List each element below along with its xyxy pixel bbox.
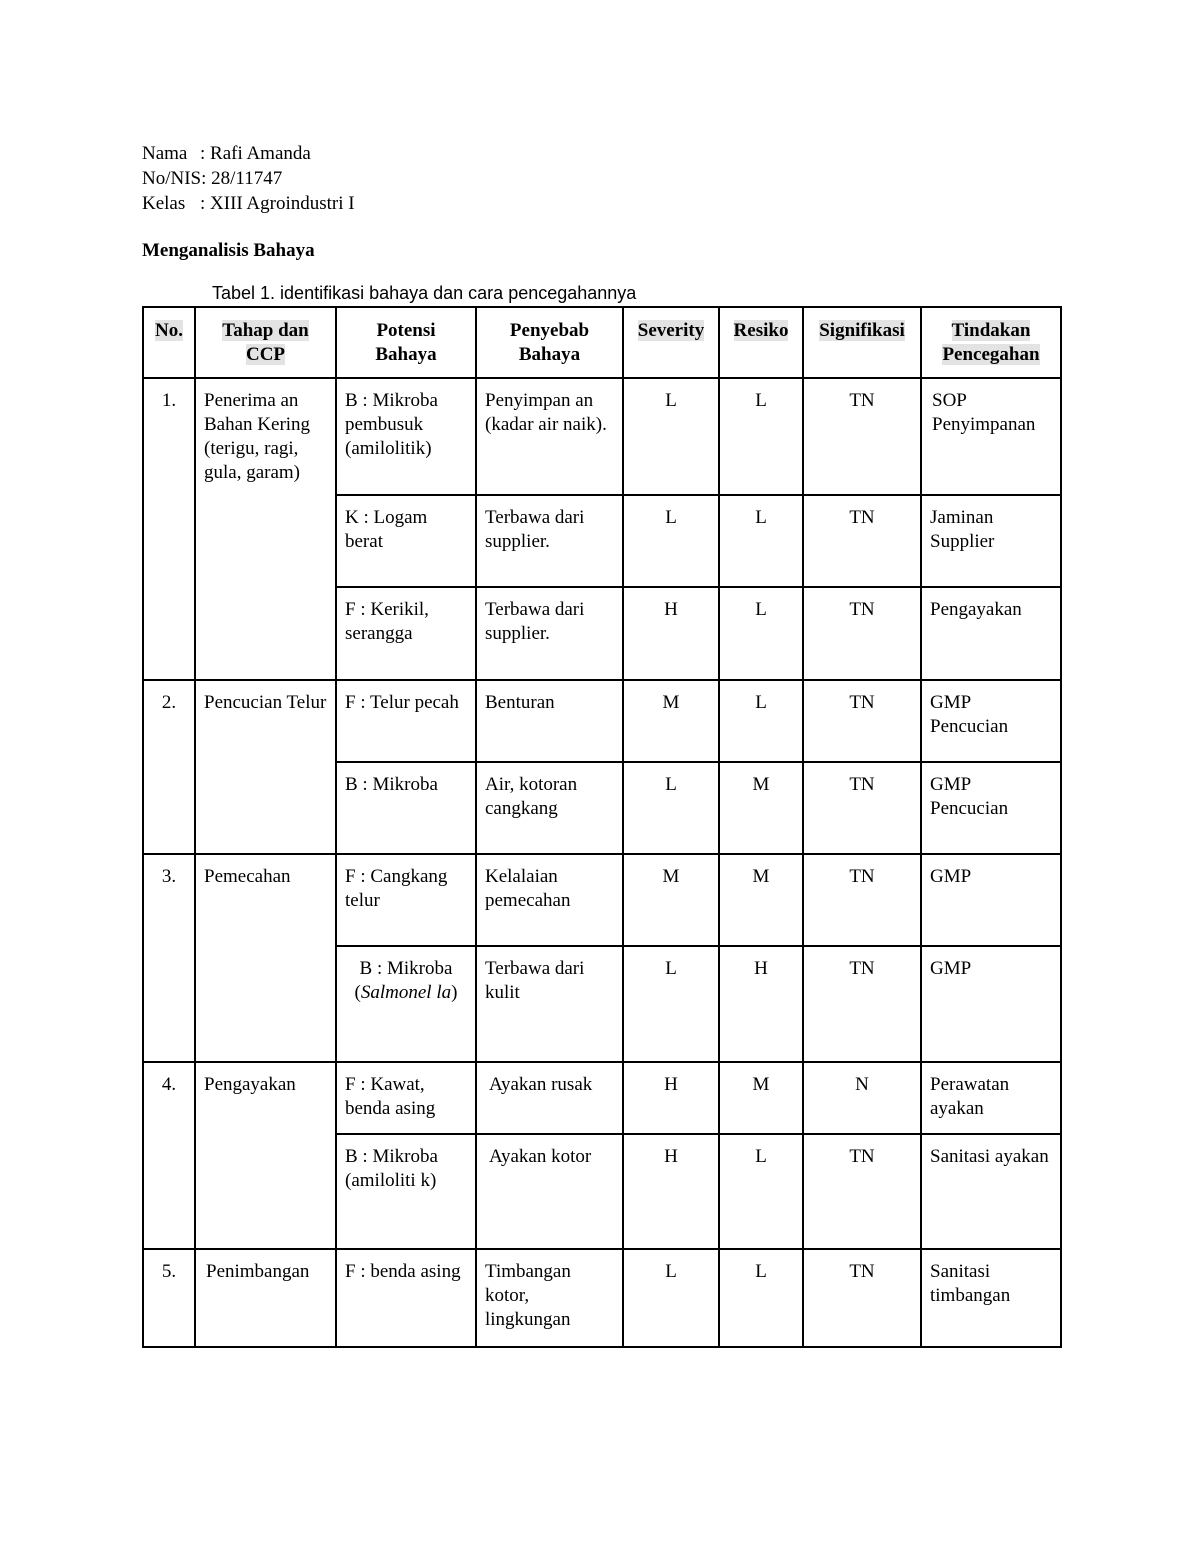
cell-severity: L <box>623 762 719 854</box>
cell-signifikasi: TN <box>803 1134 921 1249</box>
nis-row <box>142 166 355 191</box>
table-header-row <box>143 307 1061 378</box>
cell-penyebab: Terbawa dari kulit <box>476 946 623 1062</box>
cell-penyebab: Terbawa dari supplier. <box>476 495 623 587</box>
cell-signifikasi: TN <box>803 680 921 762</box>
cell-resiko: L <box>719 1134 803 1249</box>
cell-penyebab: Terbawa dari supplier. <box>476 587 623 680</box>
kelas-row <box>142 191 355 216</box>
cell-no: 1. <box>143 378 195 680</box>
cell-tindakan: GMP Pencucian <box>921 762 1061 854</box>
cell-penyebab: Benturan <box>476 680 623 762</box>
cell-penyebab: Kelalaian pemecahan <box>476 854 623 946</box>
cell-tindakan: GMP <box>921 946 1061 1062</box>
cell-tindakan: Sanitasi timbangan <box>921 1249 1061 1347</box>
kelas-label: Kelas <box>142 193 186 214</box>
cell-resiko: M <box>719 762 803 854</box>
table-row <box>143 378 1061 495</box>
cell-severity: H <box>623 1134 719 1249</box>
cell-signifikasi: TN <box>803 946 921 1062</box>
table-caption: Tabel 1. identifikasi bahaya dan cara pencegahannya <box>212 283 637 303</box>
cell-penyebab: Air, kotoran cangkang <box>476 762 623 854</box>
hazard-table <box>142 306 1062 1348</box>
cell-penyebab: Ayakan kotor <box>476 1134 623 1249</box>
cell-tindakan: Pengayakan <box>921 587 1061 680</box>
cell-tindakan: Jaminan Supplier <box>921 495 1061 587</box>
cell-signifikasi: TN <box>803 854 921 946</box>
cell-resiko: L <box>719 378 803 495</box>
cell-step: Pencucian Telur <box>195 680 336 854</box>
nama-value: : Rafi Amanda <box>200 143 311 164</box>
student-info <box>142 141 355 216</box>
cell-resiko: L <box>719 587 803 680</box>
cell-tindakan: SOP Penyimpanan <box>921 378 1061 495</box>
table-row <box>143 854 1061 946</box>
cell-potensi: F : Kawat, benda asing <box>336 1062 476 1134</box>
cell-resiko: L <box>719 680 803 762</box>
header-tindakan: Tindakan Pencegahan <box>921 307 1061 378</box>
cell-no: 5. <box>143 1249 195 1347</box>
cell-signifikasi: N <box>803 1062 921 1134</box>
cell-potensi: F : Cangkang telur <box>336 854 476 946</box>
cell-severity: L <box>623 378 719 495</box>
cell-severity: M <box>623 854 719 946</box>
cell-tindakan: Sanitasi ayakan <box>921 1134 1061 1249</box>
table-row <box>143 680 1061 762</box>
header-resiko: Resiko <box>719 307 803 378</box>
cell-potensi: F : benda asing <box>336 1249 476 1347</box>
header-penyebab: Penyebab Bahaya <box>476 307 623 378</box>
cell-step: Pemecahan <box>195 854 336 1062</box>
section-heading: Menganalisis Bahaya <box>142 240 315 261</box>
table-row <box>143 1249 1061 1347</box>
cell-severity: M <box>623 680 719 762</box>
nama-label: Nama <box>142 143 188 164</box>
kelas-value: : XIII Agroindustri I <box>200 193 355 214</box>
cell-step: Penerima an Bahan Kering (terigu, ragi, gula, garam) <box>195 378 336 680</box>
cell-tindakan: Perawatan ayakan <box>921 1062 1061 1134</box>
cell-potensi: K : Logam berat <box>336 495 476 587</box>
cell-potensi: B : Mikroba (Salmonel la) <box>336 946 476 1062</box>
cell-severity: H <box>623 1062 719 1134</box>
cell-severity: H <box>623 587 719 680</box>
cell-no: 2. <box>143 680 195 854</box>
cell-potensi: B : Mikroba pembusuk (amilolitik) <box>336 378 476 495</box>
header-severity: Severity <box>623 307 719 378</box>
table-row <box>143 1062 1061 1134</box>
cell-signifikasi: TN <box>803 762 921 854</box>
nama-row <box>142 141 355 166</box>
cell-signifikasi: TN <box>803 495 921 587</box>
header-tahap: Tahap dan CCP <box>195 307 336 378</box>
nis-value: : 28/11747 <box>201 168 283 189</box>
cell-resiko: L <box>719 1249 803 1347</box>
header-signifikasi: Signifikasi <box>803 307 921 378</box>
cell-potensi: F : Telur pecah <box>336 680 476 762</box>
cell-no: 3. <box>143 854 195 1062</box>
cell-resiko: M <box>719 854 803 946</box>
cell-tindakan: GMP <box>921 854 1061 946</box>
cell-potensi: F : Kerikil, serangga <box>336 587 476 680</box>
cell-step: Penimbangan <box>195 1249 336 1347</box>
nis-label: No/NIS <box>142 168 202 189</box>
cell-severity: L <box>623 1249 719 1347</box>
cell-tindakan: GMP Pencucian <box>921 680 1061 762</box>
cell-penyebab: Penyimpan an (kadar air naik). <box>476 378 623 495</box>
cell-resiko: H <box>719 946 803 1062</box>
cell-signifikasi: TN <box>803 587 921 680</box>
cell-signifikasi: TN <box>803 378 921 495</box>
cell-resiko: M <box>719 1062 803 1134</box>
cell-potensi: B : Mikroba <box>336 762 476 854</box>
header-potensi: Potensi Bahaya <box>336 307 476 378</box>
cell-severity: L <box>623 495 719 587</box>
cell-resiko: L <box>719 495 803 587</box>
cell-severity: L <box>623 946 719 1062</box>
cell-step: Pengayakan <box>195 1062 336 1249</box>
cell-penyebab: Ayakan rusak <box>476 1062 623 1134</box>
cell-potensi: B : Mikroba (amiloliti k) <box>336 1134 476 1249</box>
cell-no: 4. <box>143 1062 195 1249</box>
cell-signifikasi: TN <box>803 1249 921 1347</box>
header-no: No. <box>143 307 195 378</box>
cell-penyebab: Timbangan kotor, lingkungan <box>476 1249 623 1347</box>
